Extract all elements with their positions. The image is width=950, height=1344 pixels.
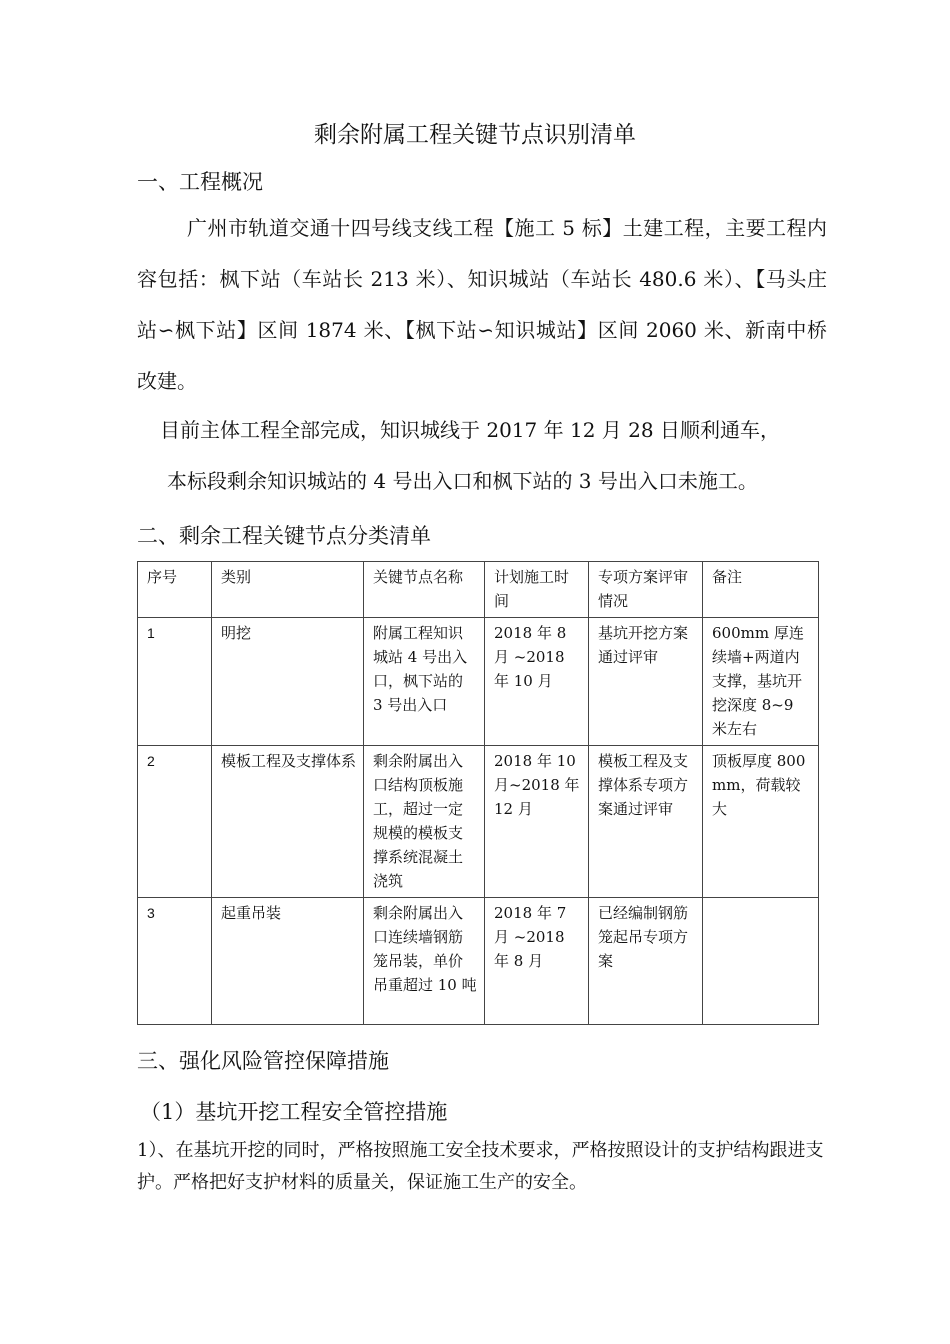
table-cell: 模板工程及支撑体系专项方案通过评审 [589,746,703,898]
section-heading-key-nodes: 二、剩余工程关键节点分类清单 [137,524,431,548]
table-cell: 2018 年 8 月 ~2018 年 10 月 [485,618,589,746]
table-cell: 起重吊装 [212,898,364,1025]
table-header-row [138,562,819,618]
section-heading-overview: 一、工程概况 [137,170,263,194]
header-cell: 计划施工时间 [485,562,589,618]
header-cell: 备注 [703,562,819,618]
header-cell: 类别 [212,562,364,618]
table-cell: 剩余附属出入口结构顶板施工，超过一定规模的模板支撑系统混凝土浇筑 [364,746,485,898]
document-title: 剩余附属工程关键节点识别清单 [314,122,636,148]
section-heading-risk-measures: 三、强化风险管控保障措施 [137,1049,389,1073]
table-cell: 1 [138,618,212,746]
table-cell: 600mm 厚连续墙+两道内支撑，基坑开挖深度 8~9 米左右 [703,618,819,746]
status-line-1: 目前主体工程全部完成，知识城线于 2017 年 12 月 28 日顺利通车， [160,418,780,442]
table-cell: 基坑开挖方案通过评审 [589,618,703,746]
table-row [138,898,819,1025]
table-cell: 附属工程知识城站 4 号出入口，枫下站的 3 号出入口 [364,618,485,746]
table-cell: 顶板厚度 800mm，荷载较大 [703,746,819,898]
header-cell: 关键节点名称 [364,562,485,618]
table-cell [703,898,819,1025]
overview-paragraph: 广州市轨道交通十四号线支线工程【施工 5 标】土建工程，主要工程内容包括：枫下站（车站长 213 米）、知识城站（车站长 480.6 米）、【马头庄站∽枫下站】区间 1874 米、【枫下站∽知识城站】区间 2060 米、新南中桥改建。 [137,216,827,393]
table-cell: 2 [138,746,212,898]
table-cell: 明挖 [212,618,364,746]
table-cell: 2018 年 10 月~2018 年 12 月 [485,746,589,898]
header-cell: 序号 [138,562,212,618]
table-row [138,746,819,898]
table-cell: 模板工程及支撑体系 [212,746,364,898]
key-nodes-table [137,561,819,1025]
table-cell: 剩余附属出入口连续墙钢筋笼吊装，单价吊重超过 10 吨 [364,898,485,1025]
measures-paragraph: 1）、在基坑开挖的同时，严格按照施工安全技术要求，严格按照设计的支护结构跟进支护。严格把好支护材料的质量关，保证施工生产的安全。 [137,1140,824,1193]
header-cell: 专项方案评审情况 [589,562,703,618]
subheading-excavation-safety: （1）基坑开挖工程安全管控措施 [140,1100,448,1124]
table-cell: 已经编制钢筋笼起吊专项方案 [589,898,703,1025]
table-row [138,618,819,746]
table-cell: 3 [138,898,212,1025]
table-cell: 2018 年 7 月 ~2018 年 8 月 [485,898,589,1025]
status-line-2: 本标段剩余知识城站的 4 号出入口和枫下站的 3 号出入口未施工。 [167,469,758,493]
